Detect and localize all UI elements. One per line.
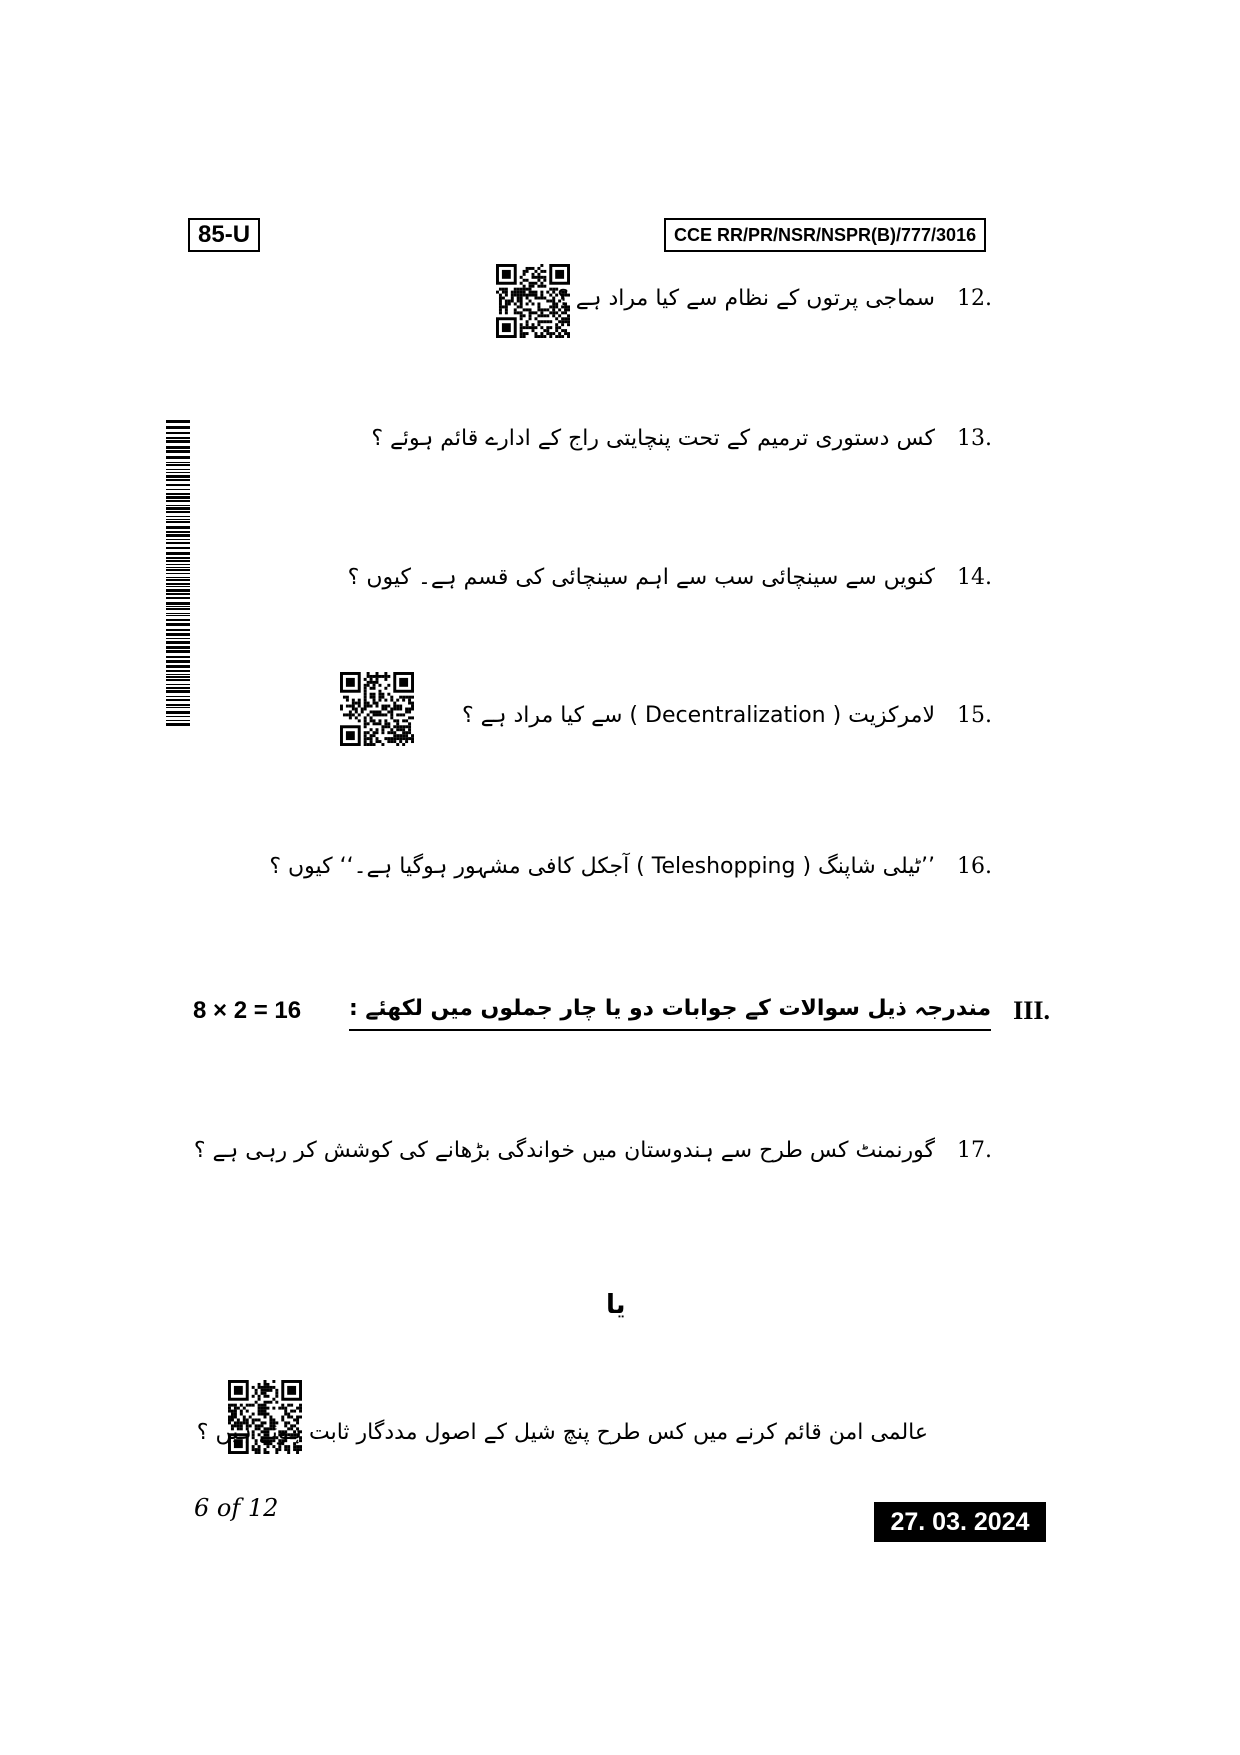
or-label: یا bbox=[606, 1290, 626, 1320]
question-number: 16. bbox=[957, 854, 992, 879]
qr-code-icon bbox=[340, 672, 414, 746]
question-text: گورنمنٹ کس طرح سے ہندوستان میں خواندگی بڑھانے کی کوشش کر رہی ہے ؟ bbox=[193, 1138, 935, 1163]
exam-date: 27. 03. 2024 bbox=[874, 1502, 1046, 1542]
section-heading bbox=[349, 996, 1050, 1031]
question-text: کنویں سے سینچائی سب سے اہم سینچائی کی قسم ہے۔ کیوں ؟ bbox=[347, 565, 935, 590]
question-number: 14. bbox=[957, 565, 992, 590]
question-number: 12. bbox=[957, 286, 992, 311]
question-number: 17. bbox=[957, 1138, 992, 1163]
page-number: 6 of 12 bbox=[194, 1494, 279, 1522]
section-instruction: مندرجہ ذیل سوالات کے جوابات دو یا چار جملوں میں لکھئے : bbox=[349, 996, 991, 1031]
barcode-icon bbox=[166, 420, 190, 726]
question-12 bbox=[557, 286, 992, 311]
question-text: کس دستوری ترمیم کے تحت پنچایتی راج کے ادارے قائم ہوئے ؟ bbox=[371, 426, 935, 451]
question-number: 15. bbox=[957, 703, 992, 728]
paper-code-right: CCE RR/PR/NSR/NSPR(B)/777/3016 bbox=[664, 218, 986, 252]
question-text: لامرکزیت ( Decentralization ) سے کیا مراد ہے ؟ bbox=[462, 703, 935, 728]
paper-code-left: 85-U bbox=[188, 218, 260, 252]
question-text: ’’ٹیلی شاپنگ ( Teleshopping ) آجکل کافی مشہور ہوگیا ہے۔‘‘ کیوں ؟ bbox=[269, 854, 935, 879]
question-text: سماجی پرتوں کے نظام سے کیا مراد ہے ؟ bbox=[557, 286, 935, 311]
question-15 bbox=[462, 703, 992, 728]
alternate-question-text: عالمی امن قائم کرنے میں کس طرح پنچ شیل کے اصول مددگار ثابت ہوئے ہیں ؟ bbox=[196, 1420, 928, 1445]
question-14 bbox=[348, 565, 992, 590]
section-marks: 8 × 2 = 16 bbox=[193, 997, 302, 1024]
question-16 bbox=[269, 854, 992, 879]
question-17 bbox=[194, 1138, 992, 1163]
question-13 bbox=[371, 426, 992, 451]
section-number: III. bbox=[1013, 996, 1050, 1025]
question-number: 13. bbox=[957, 426, 992, 451]
